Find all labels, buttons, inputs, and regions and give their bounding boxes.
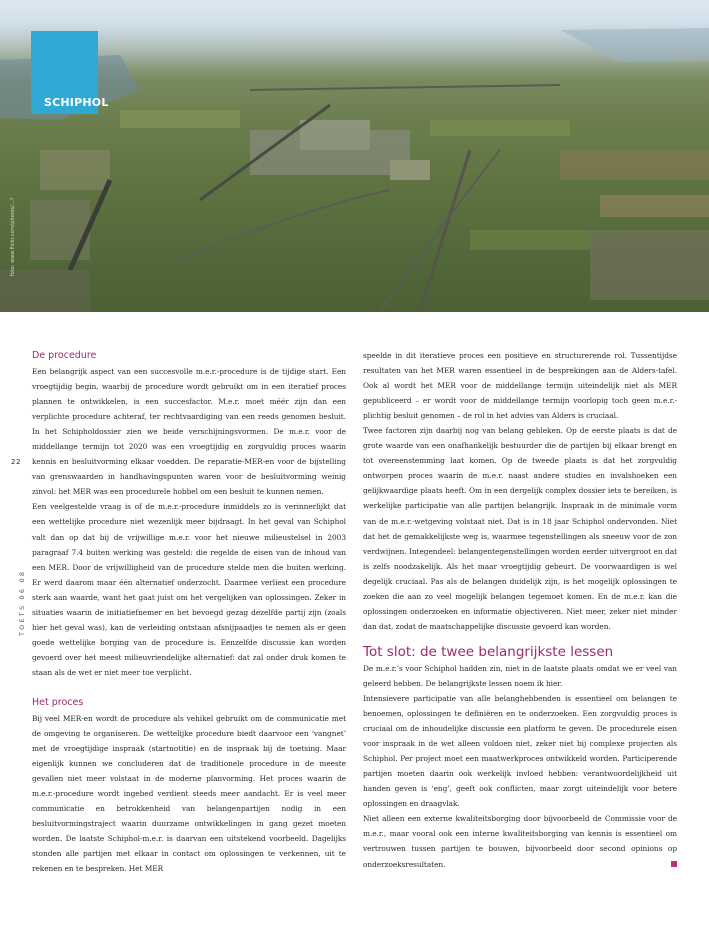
aerial-photo-schiphol <box>0 0 709 312</box>
paragraph: Een veelgestelde vraag is of de m.e.r.-procedure inmiddels zo is verinnerlijkt dat een wettelijke procedure niet wezenlijk meer bijdraagt. In het geval van Schiphol valt dan op dat bij de vrijwillige m.e.r. voor het nieuwe milieustelsel in 2003 paragraaf 7.4 buiten werking was gesteld: die regelde de eisen van de inhoud van een MER. Door de vrijwilligheid van de procedure stelde men die buiten werking. Er werd daarom maar één alternatief onderzocht. Daarmee verliest een procedure sterk aan waarde, want het gaat juist om het vergelijken van oplossingen. Zeker in situaties waarin de initiatiefnemer en het bevoegd gezag dezelfde partij zijn (zoals hier het geval was), kan de verleiding ontstaan afsnijpaadjes te nemen als er geen goede wettelijke borging van de procedure is. Eenzelfde discussie kan worden gevoerd over het meest milieuvriendelijke alternatief: dat zal onder druk komen te staan als de wet er niet meer toe verplicht. <box>32 502 346 677</box>
journal-name: TOETS 06 08 <box>18 569 26 636</box>
section-label-box <box>31 31 109 114</box>
photo-credit: foto: www.flickr.com/photos/...? <box>10 197 16 276</box>
paragraph: Bij veel MER-en wordt de procedure als vehikel gebruikt om de communicatie met de omgeving te organiseren. De wettelijke procedure biedt daarvoor een ‘vangnet’ met de vroegtijdige inspraak (startnotitie) en de inspraak bij de toetsing. Maar eigenlijk kunnen we concluderen dat de traditionele procedure in de meeste gevallen niet meer volstaat in de moderne planvorming. Het proces waarin de m.e.r.-procedure wordt ingebed verdient steeds meer aandacht. Er is veel meer communicatie en betrokkenheid van belangenpartijen nodig in een besluitvormingstraject waarin duurzame ontwikkelingen in gang gezet moeten worden. De laatste Schiphol-m.e.r. is daarvan een uitstekend voorbeeld. Dagelijks stonden alle partijen met elkaar in contact om oplossingen te verkennen, uit te rekenen en te bespreken. Het MER <box>32 713 346 874</box>
right-column <box>363 348 677 872</box>
paragraph-last <box>363 811 677 871</box>
paragraph: speelde in dit iteratieve proces een positieve en structurerende rol. Tussentijdse resultaten van het MER waren essentieel in de besprekingen aan de Alders-tafel. Ook al wordt het MER voor de middellange termijn uiteindelijk niet als MER gepubliceerd – er wordt voor de middellange termijn voorlopig toch geen m.e.r.-plichtig besluit genomen – de rol in het advies van Alders is cruciaal. <box>363 351 677 421</box>
paragraph: Twee factoren zijn daarbij nog van belang gebleken. Op de eerste plaats is dat de grote waarde van een onafhankelijk bestuurder die de partijen bij elkaar brengt en tot overeenstemming laat komen. Op de tweede plaats is dat het zorgvuldig ontworpen proces waarin de m.e.r. naast andere studies en invalshoeken een gelijkwaardige plaats heeft. Om in een dergelijk complex dossier iets te bereiken, is werkelijke participatie van alle partijen belangrijk. Inspraak in de minimale vorm van de m.e.r.-wetgeving volstaat niet. Dat is in 18 jaar Schiphol ondervonden. Niet dat het de gemakkelijkste weg is, waarmee tegenstellingen als sneeuw voor de zon verdwijnen. Integendeel: belangentegenstellingen worden eerder uitvergroot en dat is zelfs noodzakelijk. Als het maar vroegtijdig gebeurt. De voorwaardigen is wel degelijk cruciaal. Pas als de belangen duidelijk zijn, is het mogelijk oplossingen te zoeken die aan zo veel mogelijk belangen tegemoet komen. En de m.e.r. kan die oplossingen onderzoeken en informatie objectiveren. Niet meer, zeker niet minder dan dat, zodat de maatschappelijke discussie gevoerd kan worden. <box>363 426 677 631</box>
paragraph: De m.e.r.’s voor Schiphol hadden zin, niet in de laatste plaats omdat we er veel van geleerd hebben. De belangrijkste lessen noem ik hier. <box>363 663 677 688</box>
paragraph-last-text: Niet alleen een externe kwaliteitsborging door bijvoorbeeld de Commissie voor de m.e.r., maar vooral ook een interne kwaliteitsborging van kennis is essentieel om vertrouwen tussen partijen te bouwen, bijvoorbeeld door second opinions op onderzoeksresultaten. <box>363 814 677 869</box>
page-number: 22 <box>11 458 21 466</box>
left-column <box>32 348 346 877</box>
heading-tot-slot: Tot slot: de twee belangrijkste lessen <box>363 643 614 660</box>
end-of-article-icon <box>671 861 677 867</box>
section-label: SCHIPHOL <box>44 96 109 109</box>
paragraph: Een belangrijk aspect van een succesvolle m.e.r.-procedure is de tijdige start. Een vroegtijdig begin, waarbij de procedure wordt gebruikt om in een iteratief proces plannen te ontwikkelen, is een succesfactor. M.e.r. moet méér zijn dan een verplichte procedure achteraf, ter rechtvaardiging van een reeds genomen besluit. In het Schipholdossier zien we beide verschijningsvormen. De m.e.r. voor de middellange termijn tot 2020 was een vroegtijdig en zorgvuldig proces waarin kennis en besluitvorming elkaar voedden. De reparatie-MER-en voor de bijstelling van grenswaarden in handhavingspunten waren voor de besluitvorming weinig zinvol: het MER was een procedurele hobbel om een besluit te kunnen nemen. <box>32 367 346 497</box>
heading-het-proces: Het proces <box>32 696 84 708</box>
paragraph: Intensievere participatie van alle belanghebbenden is essentieel om belangen te benoemen, oplossingen te definiëren en te onderzoeken. Een zorgvuldig proces is cruciaal om de inhoudelijke discussie een platform te geven. De procedurele eisen voor inspraak in de wet alleen voldoen niet, zeker niet bij complexe projecten als Schiphol. Per project moet een maatwerkproces ontwikkeld worden. Participerende partijen moeten daarin ook werkelijk invloed hebben: verantwoordelijkheid uit handen geven is ‘eng’, geeft ook conflicten, maar zorgt uiteindelijk voor betere oplossingen en draagvlak. <box>363 693 677 809</box>
heading-de-procedure: De procedure <box>32 350 97 361</box>
aerial-landscape-illustration <box>0 0 709 312</box>
